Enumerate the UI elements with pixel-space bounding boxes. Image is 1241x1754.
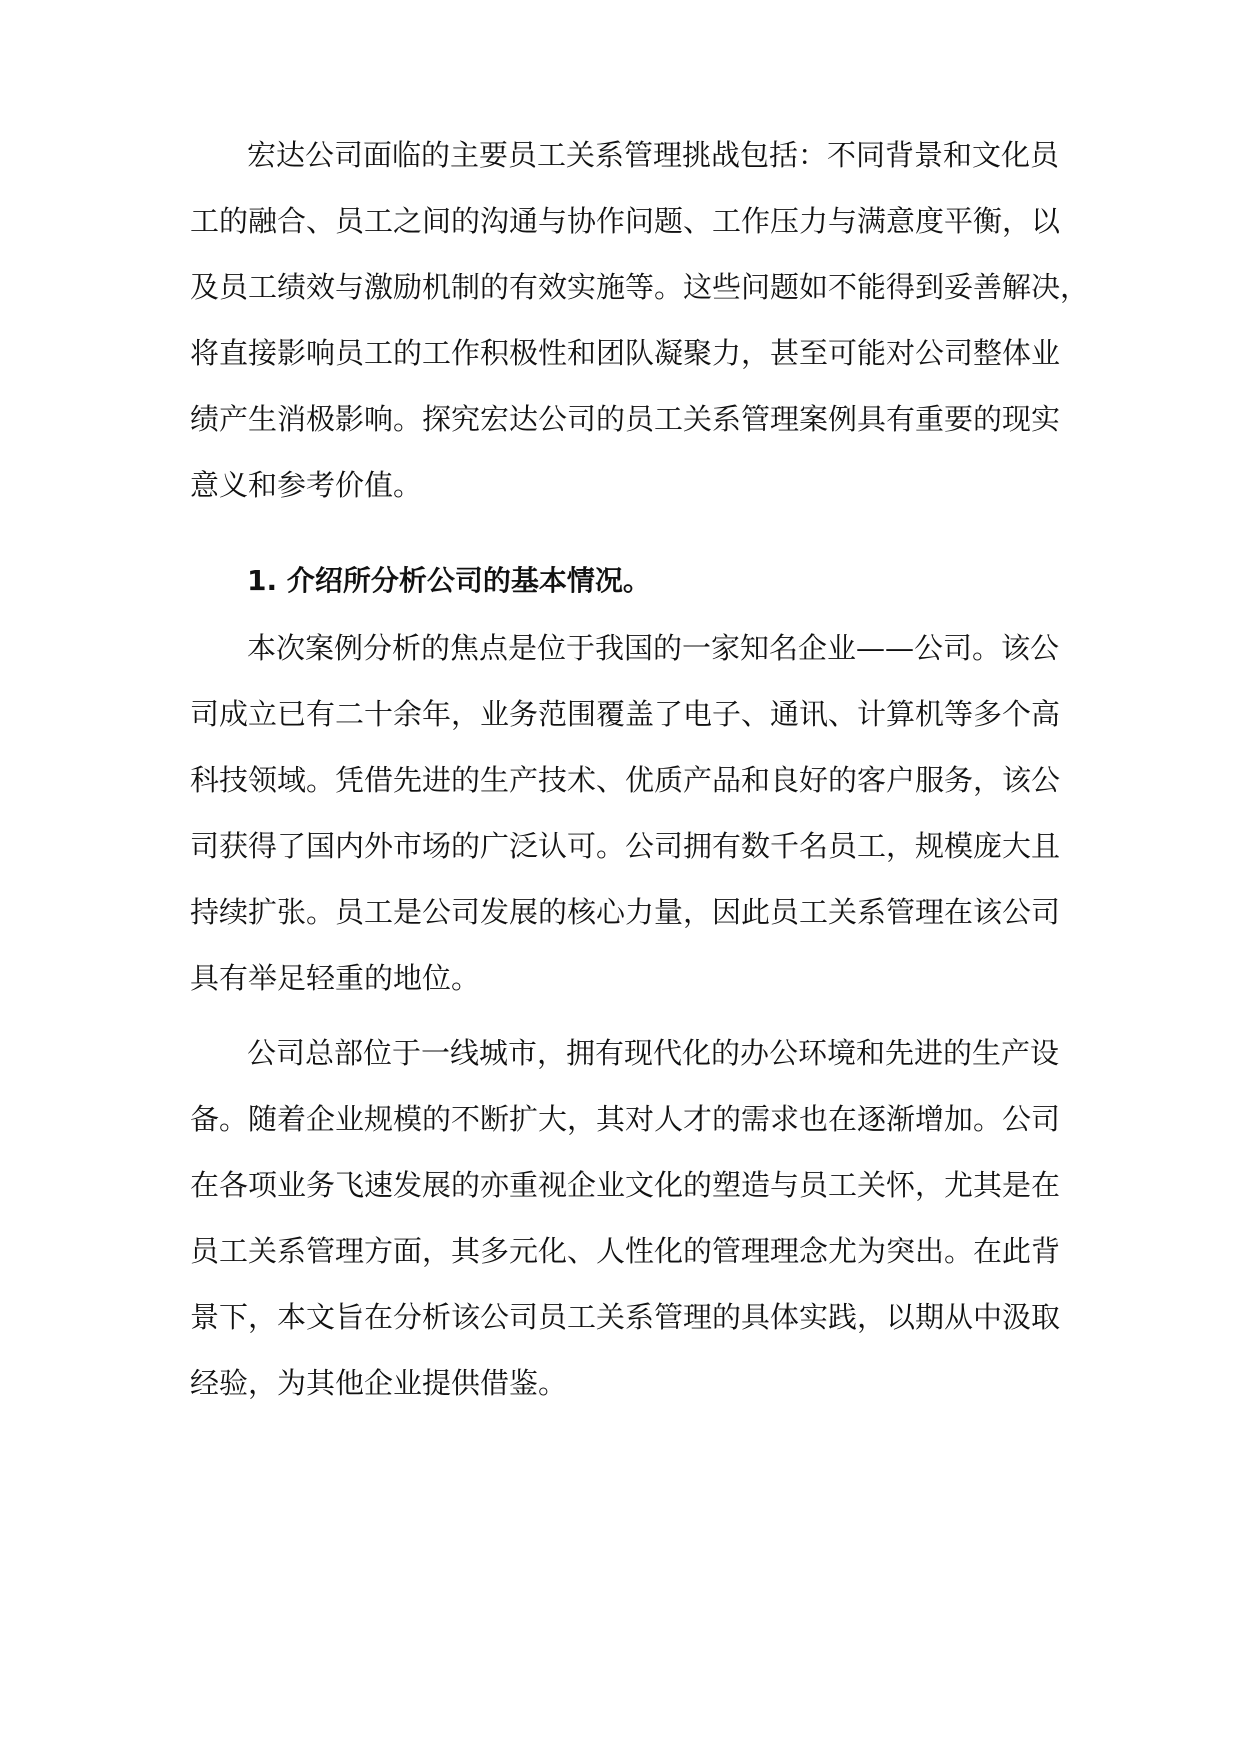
text-line: 具有举足轻重的地位。 [190, 961, 481, 995]
text-line: 在各项业务飞速发展的亦重视企业文化的塑造与员工关怀，尤其是在 [190, 1168, 1061, 1202]
text-line: 将直接影响员工的工作积极性和团队凝聚力，甚至可能对公司整体业 [190, 336, 1061, 370]
text-line: 本次案例分析的焦点是位于我国的一家知名企业——公司。该公 [247, 631, 1060, 665]
text-line: 意义和参考价值。 [190, 468, 423, 502]
text-line: 员工关系管理方面，其多元化、人性化的管理理念尤为突出。在此背 [190, 1234, 1061, 1268]
text-line: 景下，本文旨在分析该公司员工关系管理的具体实践，以期从中汲取 [190, 1300, 1061, 1334]
text-line: 及员工绩效与激励机制的有效实施等。这些问题如不能得到妥善解决， [190, 270, 1090, 304]
section-heading: 1. 介绍所分析公司的基本情况。 [247, 564, 651, 597]
text-line: 工的融合、员工之间的沟通与协作问题、工作压力与满意度平衡，以 [190, 204, 1061, 238]
text-line: 司成立已有二十余年，业务范围覆盖了电子、通讯、计算机等多个高 [190, 697, 1061, 731]
text-line: 科技领域。凭借先进的生产技术、优质产品和良好的客户服务，该公 [190, 763, 1061, 797]
text-line: 宏达公司面临的主要员工关系管理挑战包括：不同背景和文化员 [247, 138, 1060, 172]
text-line: 公司总部位于一线城市，拥有现代化的办公环境和先进的生产设 [247, 1036, 1060, 1070]
text-line: 司获得了国内外市场的广泛认可。公司拥有数千名员工，规模庞大且 [190, 829, 1061, 863]
text-line: 备。随着企业规模的不断扩大，其对人才的需求也在逐渐增加。公司 [190, 1102, 1061, 1136]
text-line: 经验，为其他企业提供借鉴。 [190, 1366, 568, 1400]
text-line: 持续扩张。员工是公司发展的核心力量，因此员工关系管理在该公司 [190, 895, 1061, 929]
text-line: 绩产生消极影响。探究宏达公司的员工关系管理案例具有重要的现实 [190, 402, 1061, 436]
